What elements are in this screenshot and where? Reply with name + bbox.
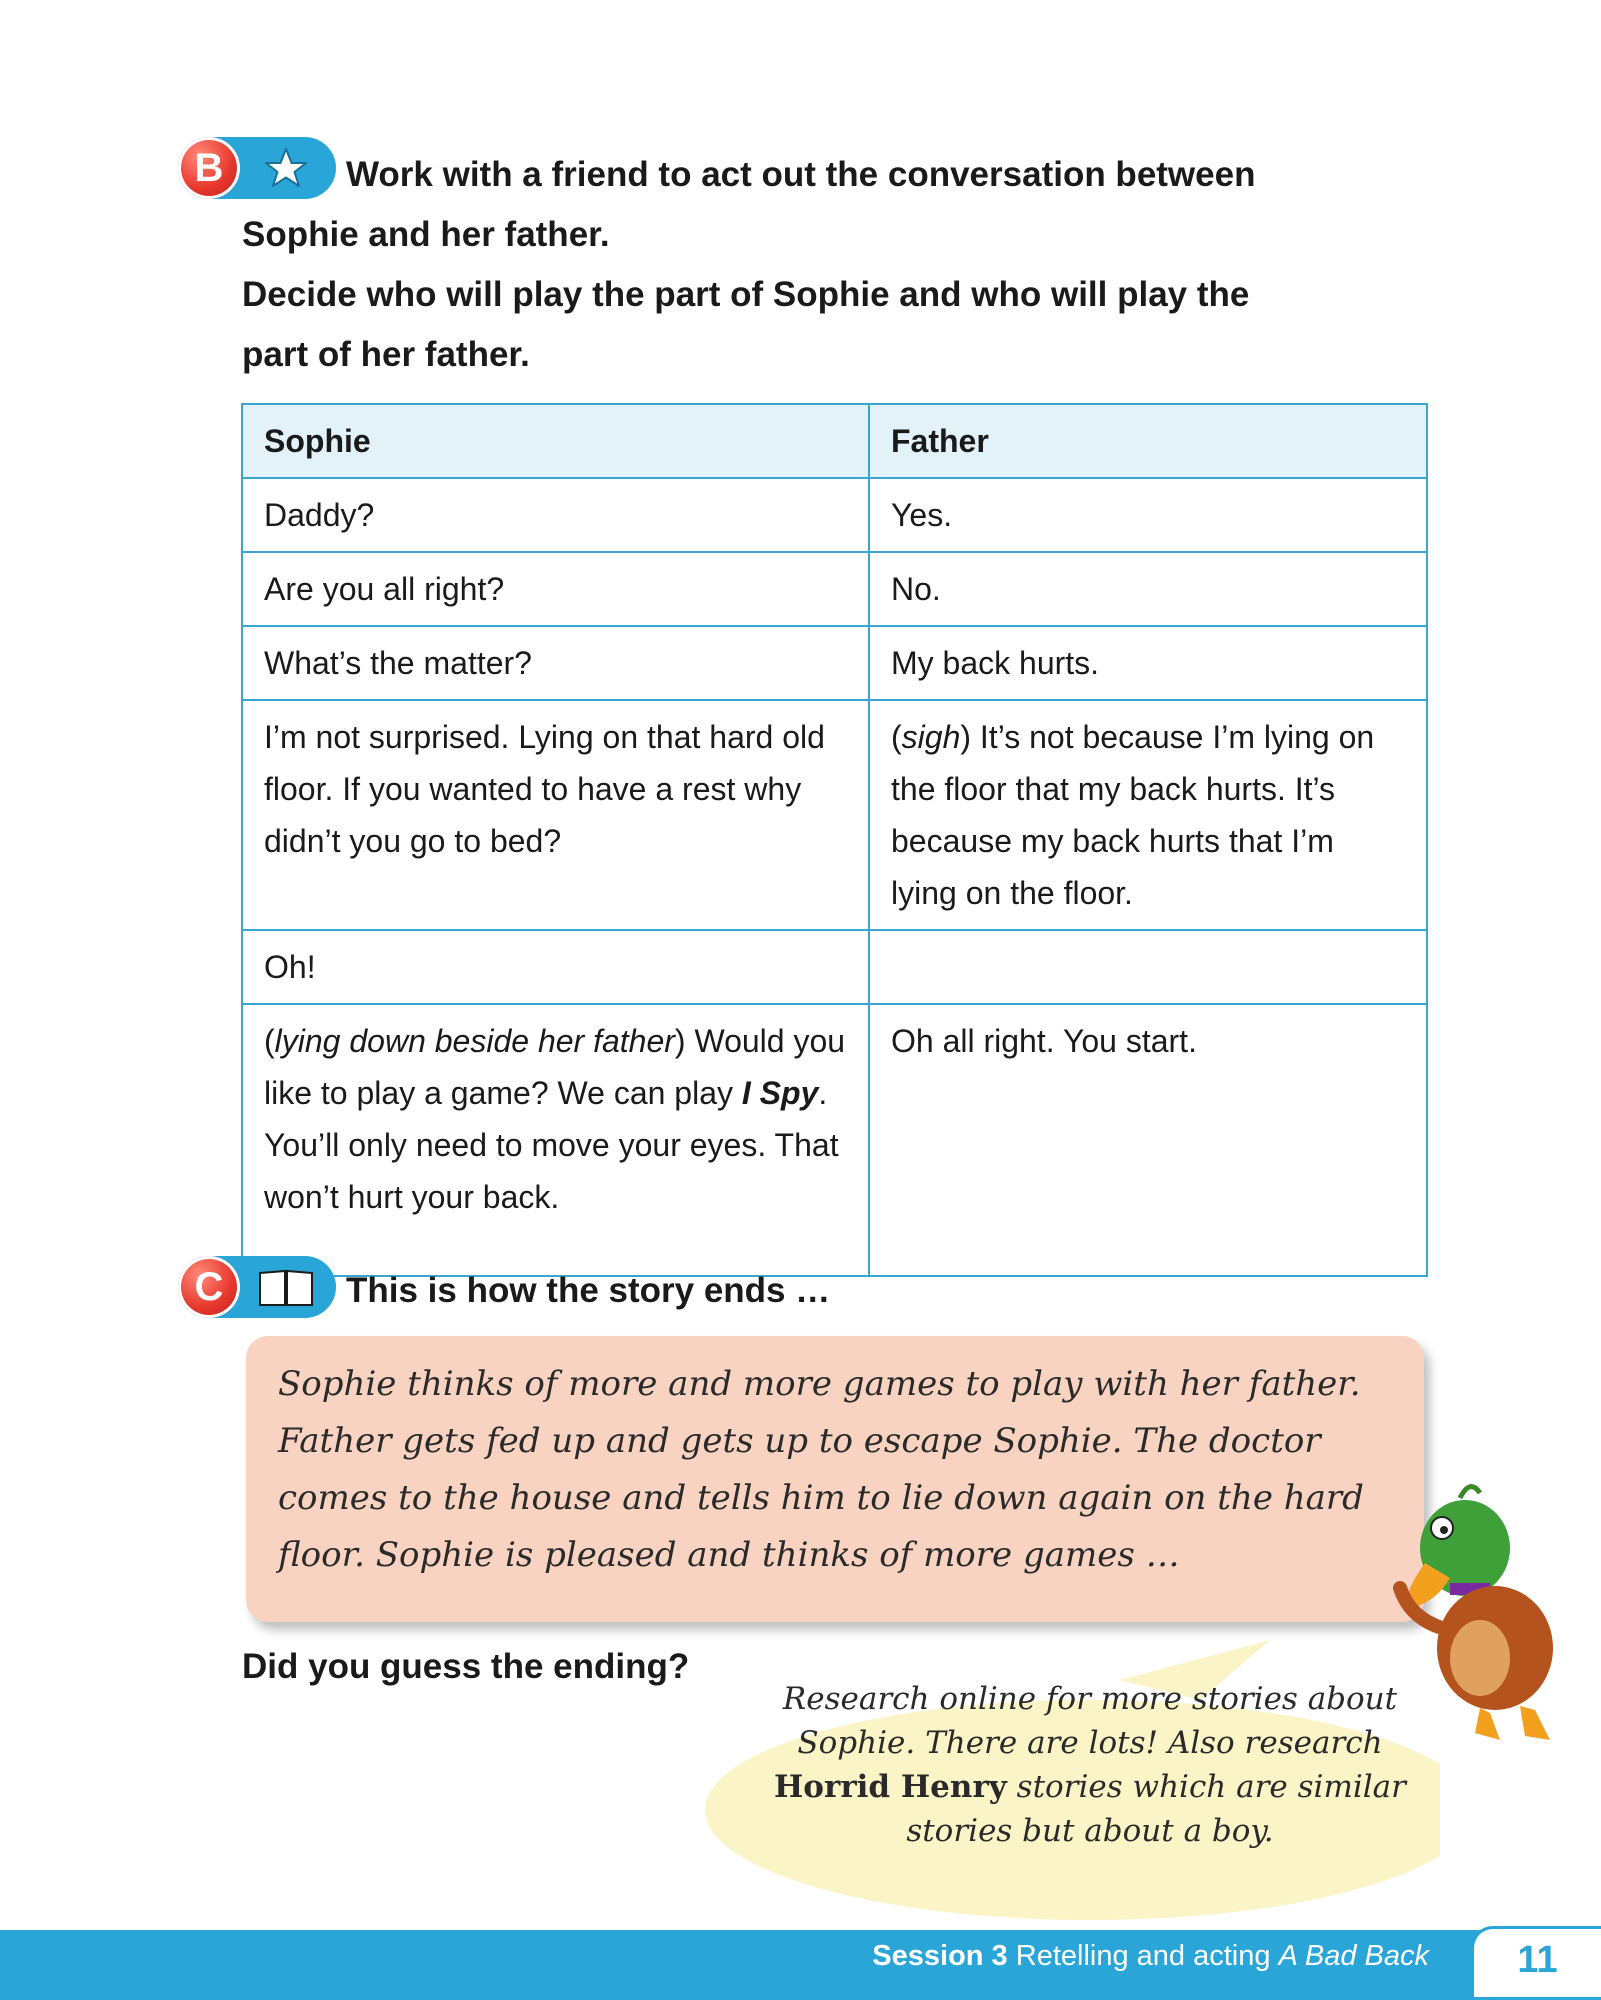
- game-title: I Spy: [741, 1075, 819, 1111]
- book-title: Horrid Henry: [774, 1769, 1007, 1805]
- section-c-heading-text: This is how the story ends …: [346, 1271, 831, 1310]
- table-row: [242, 478, 1427, 552]
- father-line: (sigh) It’s not because I’m lying on the floor that my back hurts. It’s because my back hurts that I’m lying on the floor.: [869, 700, 1427, 930]
- table-row: [242, 552, 1427, 626]
- bubble-text-part: Research online for more stories about Sophie. There are lots! Also research: [782, 1681, 1398, 1761]
- instruction-line-1: Work with a friend to act out the conversation between: [346, 155, 1256, 194]
- sophie-line: (lying down beside her father) Would you like to play a game? We can play I Spy. You’ll only need to move your eyes. That won’t hurt your back.: [242, 1004, 869, 1276]
- instruction-line-3: Decide who will play the part of Sophie and who will play the: [242, 275, 1250, 314]
- section-letter-c: C: [178, 1256, 240, 1318]
- sophie-line: Daddy?: [242, 478, 869, 552]
- father-line: No.: [869, 552, 1427, 626]
- table-row: [242, 1004, 1427, 1276]
- duck-mascot-icon: [1380, 1478, 1570, 1748]
- table-row: [242, 700, 1427, 930]
- page-number: 11: [1471, 1926, 1601, 2000]
- column-header-sophie: Sophie: [242, 404, 869, 478]
- bubble-text-part: stories which are similar stories but about a boy.: [906, 1769, 1406, 1849]
- stage-direction: sigh: [901, 719, 961, 755]
- book-title-footer: A Bad Back: [1278, 1940, 1429, 1972]
- sophie-line: Oh!: [242, 930, 869, 1004]
- instruction-line-4: part of her father.: [242, 335, 530, 374]
- column-header-father: Father: [869, 404, 1427, 478]
- footer-caption: [872, 1930, 1429, 1982]
- question-text: Did you guess the ending?: [242, 1647, 690, 1686]
- father-line-text: It’s not because I’m lying on the floor that my back hurts. It’s because my back hurts that I’m lying on the floor.: [891, 719, 1375, 911]
- stage-direction: lying down beside her father: [274, 1023, 675, 1059]
- sophie-line: What’s the matter?: [242, 626, 869, 700]
- father-line: My back hurts.: [869, 626, 1427, 700]
- story-ending-box: Sophie thinks of more and more games to play with her father. Father gets fed up and gets up to escape Sophie. The doctor comes to the house and tells him to lie down again on the hard floor. Sophie is pleased and thinks of more games …: [246, 1336, 1424, 1622]
- sophie-line: Are you all right?: [242, 552, 869, 626]
- father-line: Oh all right. You start.: [869, 1004, 1427, 1276]
- father-line: [869, 930, 1427, 1004]
- speech-bubble-text: [750, 1677, 1430, 1853]
- table-header-row: [242, 404, 1427, 478]
- sophie-line: I’m not surprised. Lying on that hard old floor. If you wanted to have a rest why didn’t you go to bed?: [242, 700, 869, 930]
- section-c-heading: [242, 1261, 1422, 1321]
- session-subtitle: Retelling and acting: [1015, 1940, 1271, 1972]
- session-label: Session 3: [872, 1940, 1008, 1972]
- instruction-line-2: Sophie and her father.: [242, 215, 610, 254]
- footer-bar: [0, 1930, 1601, 2000]
- father-line: Yes.: [869, 478, 1427, 552]
- sophie-line-text: . You’ll only need to move your eyes. That won’t hurt your back.: [264, 1075, 839, 1215]
- table-row: [242, 930, 1427, 1004]
- table-row: [242, 626, 1427, 700]
- dialogue-table: [241, 403, 1428, 1277]
- sophie-line-text: Would you like to play a game? We can play: [264, 1023, 846, 1111]
- section-letter-b: B: [178, 137, 240, 199]
- section-b-instructions: [242, 145, 1422, 385]
